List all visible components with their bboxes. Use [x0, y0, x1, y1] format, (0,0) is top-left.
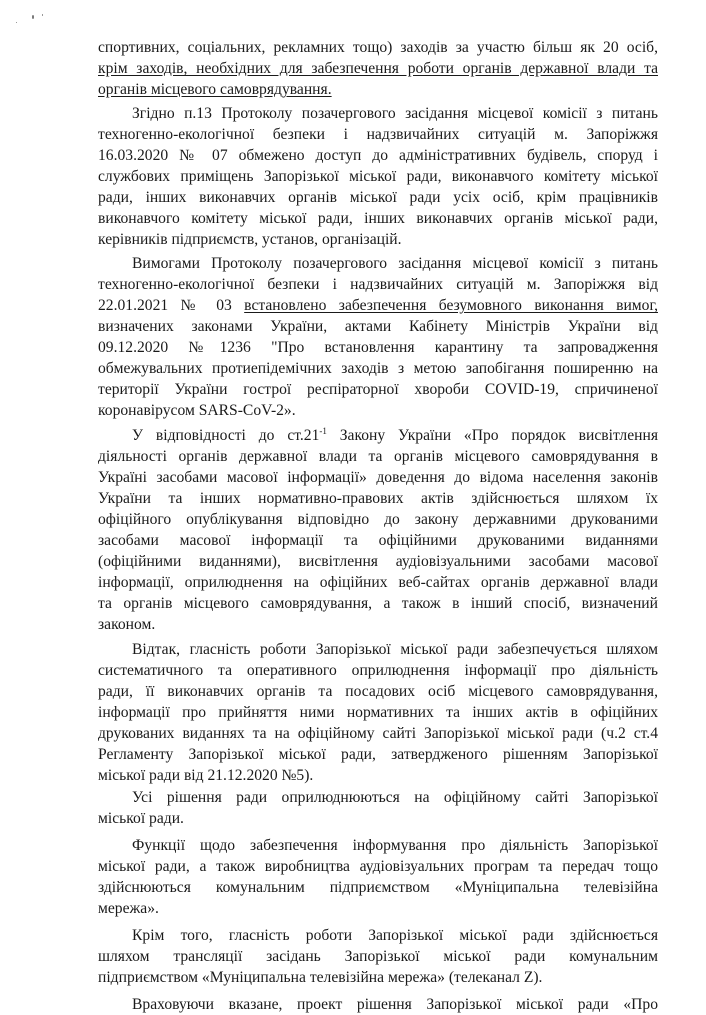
text-line: друкованих виданнях та на офіційному сайті Запорізької міської ради (ч.2 ст.4 [98, 725, 658, 742]
text-line: систематичного та оперативного оприлюднення інформації про діяльність [98, 662, 658, 679]
text-line: офіційного опублікування відповідно до закону державними друкованими [98, 511, 658, 528]
text-line: території України гострої респіраторної хвороби COVID-19, спричиненої [98, 381, 658, 398]
text-line: ради, її виконавчих органів та посадових осіб місцевого самоврядування, [98, 683, 658, 700]
text-line: України та інших нормативно-правових актів здійснюється шляхом їх [98, 490, 658, 507]
text-line: 09.12.2020 №1236 "Про встановлення карантину та запровадження [98, 339, 658, 356]
text-line-mixed [98, 295, 658, 316]
text: У відповідності до ст.21 [132, 427, 320, 444]
text: 22.01.2021 № 03 [98, 297, 245, 314]
text-line: та органів місцевого самоврядування, а також в інший спосіб, визначений [98, 595, 658, 612]
text-line: інформації про прийняття ними нормативних та інших актів в офіційних [98, 704, 658, 721]
text-line: Регламенту Запорізької міської ради, затвердженого рішенням Запорізької [98, 746, 658, 763]
scan-speck [32, 15, 34, 19]
text-line: здійснюються комунальним підприємством «Муніципальна телевізійна [98, 879, 658, 896]
text-line: (офіційними виданнями), висвітлення аудіовізуальними засобами масової [98, 553, 658, 570]
text-line: Функції щодо забезпечення інформування про діяльність Запорізької [132, 837, 658, 854]
text-line: Враховуючи вказане, проект рішення Запорізької міської ради «Про [132, 996, 658, 1013]
text-line: 16.03.2020 № 07 обмежено доступ до адміністративних будівель, споруд і [98, 147, 658, 164]
text-line: Україні засобами масової інформації» доведення до відома населення законів [98, 469, 658, 486]
text-line: техногенно-екологічної безпеки і надзвичайних ситуацій м. Запоріжжя [98, 126, 658, 143]
text-line: Вимогами Протоколу позачергового засідання місцевої комісії з питань [132, 255, 658, 272]
text-line: спортивних, соціальних, рекламних тощо) заходів за участю більш як 20 осіб, [98, 39, 658, 56]
text-line: Крім того, гласність роботи Запорізької міської ради здійснюється [132, 927, 658, 944]
underlined-text: органів місцевого самоврядування. [98, 81, 332, 98]
text-line: Усі рішення ради оприлюднюються на офіційному сайті Запорізької [132, 789, 658, 806]
scan-speck [16, 22, 17, 23]
text-line: ради, інших виконавчих органів міської ради усіх осіб, крім працівників [98, 189, 658, 206]
text-line: законом. [98, 616, 156, 633]
underlined-text-line [98, 79, 658, 100]
text-line: керівників підприємств, установ, організацій. [98, 231, 402, 248]
underlined-text: встановлено забезпечення безумовного виконання вимог, [244, 297, 658, 314]
scan-speck [42, 14, 43, 16]
underlined-text-line: крім заходів, необхідних для забезпечення роботи органів державної влади та [98, 60, 658, 77]
text-line: коронавірусом SARS-CoV-2». [98, 402, 296, 419]
text-line: визначених законами України, актами Кабінету Міністрів України від [98, 318, 658, 335]
text-line: міської ради від 21.12.2020 №5). [98, 767, 314, 784]
text-line: міської ради, а також виробництва аудіовізуальних програм та передач тощо [98, 858, 658, 875]
text-line-with-superscript [98, 425, 658, 446]
text-line: засобами масової інформації та офіційними друкованими виданнями [98, 532, 658, 549]
text: Закону України «Про порядок висвітлення [326, 427, 658, 444]
text-line: службових приміщень Запорізької міської ради, виконавчого комітету міської [98, 168, 658, 185]
text-line: Згідно п.13 Протоколу позачергового засідання місцевої комісії з питань [132, 105, 658, 122]
text-line: мережа». [98, 900, 159, 917]
text-line: міської ради. [98, 810, 184, 827]
text-line: виконавчого комітету міської ради, інших виконавчих органів міської ради, [98, 210, 658, 227]
text-line: діяльності органів державної влади та органів місцевого самоврядування в [98, 448, 658, 465]
text-line: Відтак, гласність роботи Запорізької міської ради забезпечується шляхом [132, 641, 658, 658]
text-line: підприємством «Муніципальна телевізійна мережа» (телеканал Z). [98, 969, 543, 986]
text-line: техногенно-екологічної безпеки і надзвичайних ситуацій м. Запоріжжя від [98, 276, 658, 293]
text-line: обмежувальних протиепідемічних заходів з метою запобігання поширенню на [98, 360, 658, 377]
text-line: інформації, оприлюднення на офіційних веб-сайтах органів державної влади [98, 574, 658, 591]
text-line: шляхом трансляції засідань Запорізької міської ради комунальним [98, 948, 658, 965]
superscript: -1 [319, 426, 327, 436]
